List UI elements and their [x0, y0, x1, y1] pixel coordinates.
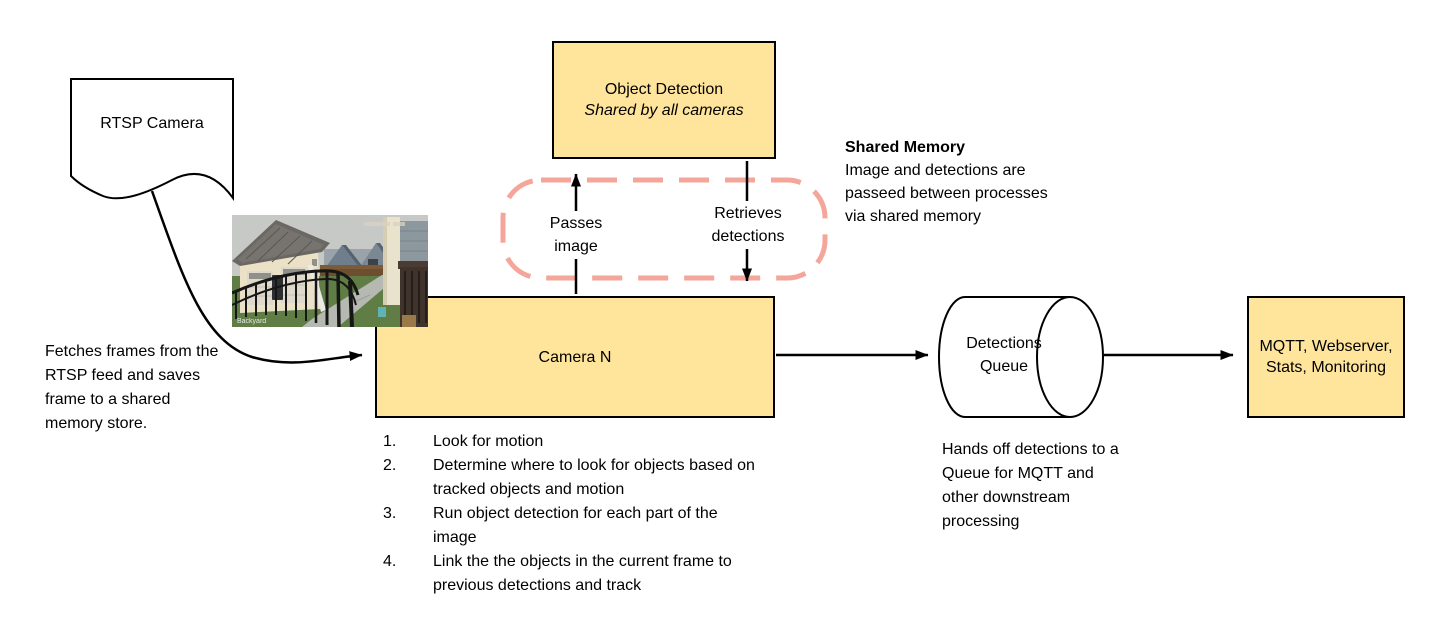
- snapshot-porch: [378, 217, 428, 327]
- step-text: Look for motion: [433, 433, 544, 450]
- object-detection-box: [552, 41, 776, 159]
- step-number: 1.: [383, 433, 397, 450]
- shared-memory-note-body: Image and detections are passeed between processes via shared memory: [845, 162, 1048, 225]
- step-number: 2.: [383, 457, 397, 474]
- camera-n-box: [375, 296, 775, 418]
- fetch-frames-note: Fetches frames from the RTSP feed and saves frame to a shared memory store.: [45, 343, 219, 432]
- mqtt-box: [1247, 296, 1405, 418]
- step-text: Run object detection for each part of the image: [433, 505, 718, 546]
- detections-queue-label: Detections Queue: [966, 335, 1042, 375]
- snapshot-timestamp: [364, 222, 405, 226]
- rtsp-camera-label: RTSP Camera: [100, 115, 204, 132]
- list-item: [383, 454, 783, 502]
- list-item: [383, 430, 783, 454]
- camera-snapshot: [232, 215, 428, 327]
- rtsp-camera-document-shape: [71, 79, 233, 198]
- shared-memory-note-title: Shared Memory: [845, 139, 966, 156]
- object-detection-subtitle: Shared by all cameras: [584, 102, 744, 119]
- step-text: Determine where to look for objects based on tracked objects and motion: [433, 457, 755, 498]
- handoff-note: Hands off detections to a Queue for MQTT and other downstream processing: [942, 441, 1119, 530]
- passes-image-label: Passes image: [541, 211, 611, 259]
- snapshot-watermark: Backyard: [237, 318, 267, 325]
- step-text: Link the the objects in the current frame to previous detections and track: [433, 553, 732, 594]
- camera-n-label: Camera N: [538, 348, 612, 366]
- camera-n-steps: [383, 430, 783, 598]
- object-detection-title: Object Detection: [604, 81, 724, 98]
- retrieves-detections-label: Retrieves detections: [701, 201, 795, 249]
- list-item: [383, 502, 783, 550]
- step-number: 4.: [383, 553, 397, 570]
- mqtt-label: MQTT, Webserver, Stats, Monitoring: [1259, 338, 1393, 376]
- step-number: 3.: [383, 505, 397, 522]
- shared-memory-note: [845, 136, 1057, 228]
- list-item: [383, 550, 783, 598]
